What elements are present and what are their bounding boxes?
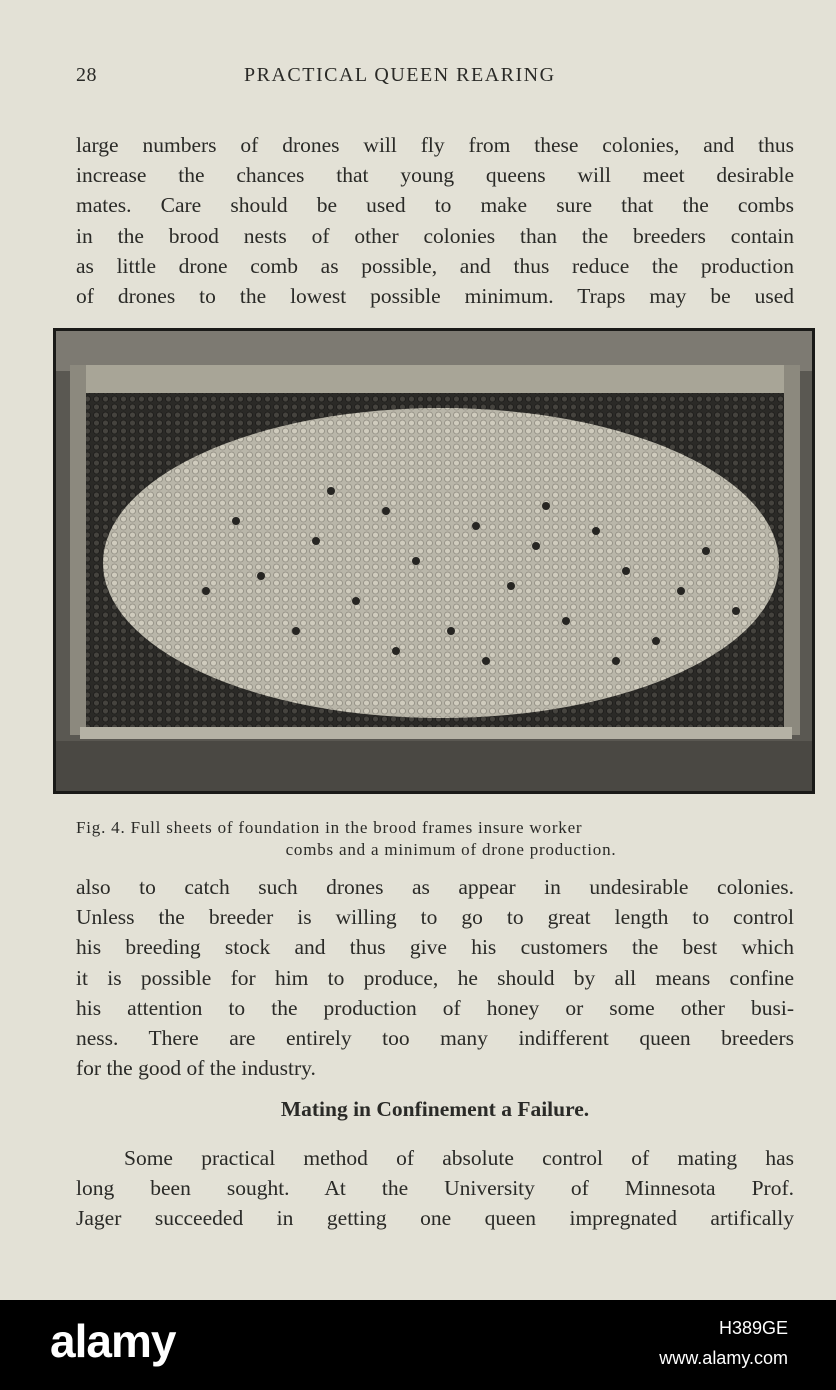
caption-line: Fig. 4. Full sheets of foundation in the brood frames insure worker [76, 818, 583, 837]
page-number: 28 [76, 64, 97, 86]
text-line: in the brood nests of other colonies than the breeders contain [76, 223, 794, 248]
running-head [76, 64, 796, 92]
paragraph-bottom [76, 1143, 794, 1234]
text-line: Some practical method of absolute control of mating has [124, 1146, 794, 1170]
caption-line: combs and a minimum of drone production. [285, 840, 617, 859]
section-heading: Mating in Confinement a Failure. [280, 1097, 590, 1121]
stock-url: www.alamy.com [659, 1348, 788, 1368]
text-line: for the good of the industry. [76, 1056, 316, 1081]
text-line: increase the chances that young queens will meet desirable [76, 163, 794, 188]
brood-frame-photo [53, 328, 815, 794]
image-id: H389GE [718, 1318, 788, 1338]
text-line: ness. There are entirely too many indifferent queen breeders [76, 1025, 794, 1050]
paragraph-top [76, 130, 794, 311]
honeycomb-frame-image [56, 331, 812, 791]
stock-footer [0, 1300, 836, 1390]
text-line: mates. Care should be used to make sure that the combs [76, 193, 794, 218]
text-line: Jager succeeded in getting one queen impregnated artifically [76, 1206, 794, 1231]
figure-caption [76, 817, 796, 861]
stock-logo: alamy [50, 1315, 176, 1367]
text-line: large numbers of drones will fly from these colonies, and thus [76, 133, 794, 157]
text-line: his breeding stock and thus give his customers the best which [76, 935, 794, 960]
text-line: Unless the breeder is willing to go to great length to control [76, 905, 794, 930]
book-title: PRACTICAL QUEEN REARING [244, 64, 556, 86]
text-line: as little drone comb as possible, and thus reduce the production [76, 253, 794, 278]
text-line: of drones to the lowest possible minimum. Traps may be used [76, 283, 794, 308]
text-line: it is possible for him to produce, he should by all means confine [76, 965, 794, 990]
text-line: his attention to the production of honey or some other busi- [76, 995, 794, 1020]
paragraph-middle [76, 872, 794, 1083]
text-line: also to catch such drones as appear in undesirable colonies. [76, 875, 794, 899]
text-line: long been sought. At the University of Minnesota Prof. [76, 1176, 794, 1201]
